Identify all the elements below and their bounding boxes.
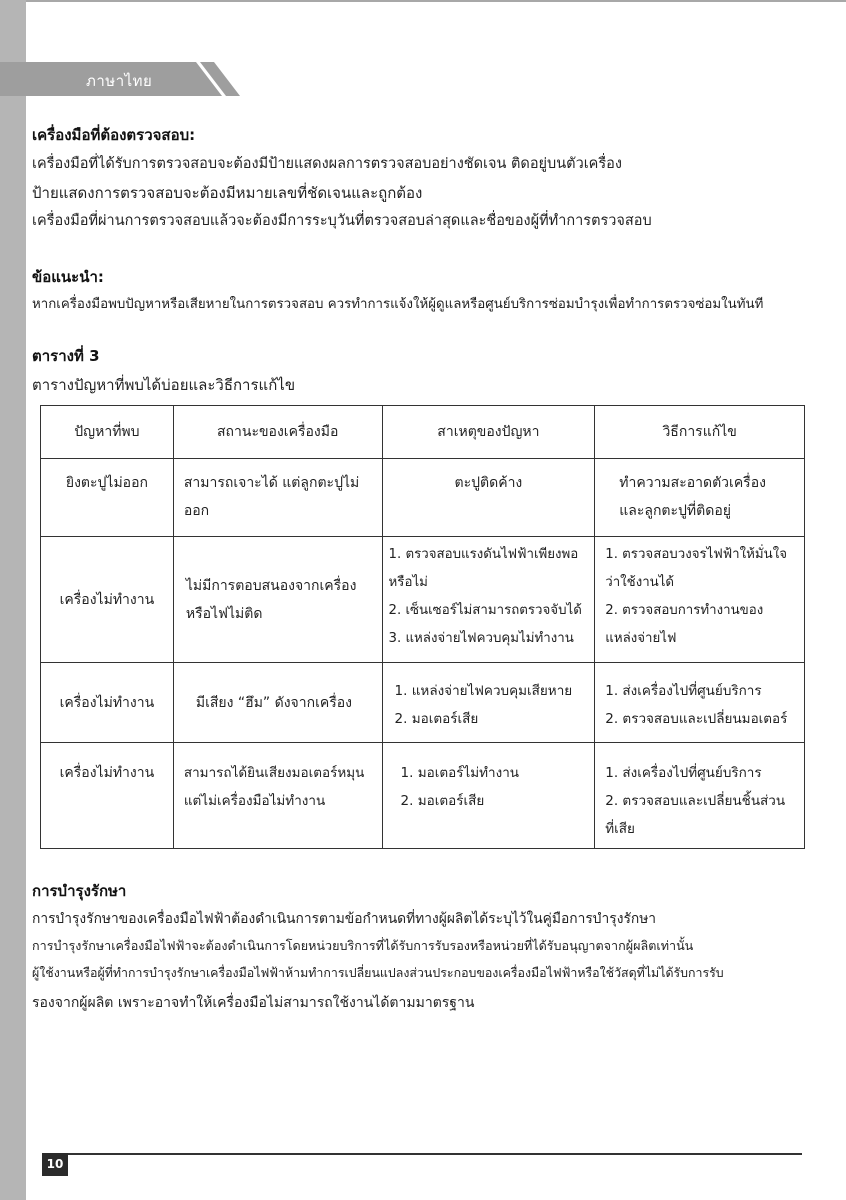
problem-text: เครื่องไม่ทำงาน: [59, 765, 155, 781]
inspection-line: ป้ายแสดงการตรวจสอบจะต้องมีหมายเลขที่ชัดเจนและถูกต้อง: [32, 184, 423, 202]
maintenance-heading: การบำรุงรักษา: [32, 882, 127, 900]
fix-text: 2. ตรวจสอบและเปลี่ยนชิ้นส่วน: [605, 793, 786, 809]
fix-text: 1. ส่งเครื่องไปที่ศูนย์บริการ: [605, 683, 762, 699]
status-cell: [173, 743, 382, 849]
status-text: หรือไฟไม่ติด: [185, 605, 263, 622]
fix-text: ที่เสีย: [605, 821, 635, 837]
language-label: ภาษาไทย: [86, 72, 153, 90]
fix-text: 1. ตรวจสอบวงจรไฟฟ้าให้มั่นใจ: [605, 547, 788, 562]
header-cause: สาเหตุของปัญหา: [382, 406, 595, 459]
status-text: มีเสียง “ฮึม” ดังจากเครื่อง: [195, 694, 353, 711]
footer-rule: [42, 1153, 802, 1155]
fix-text: ทำความสะอาดตัวเครื่อง: [619, 475, 766, 491]
problem-cell: [41, 663, 174, 743]
status-text: ไม่มีการตอบสนองจากเครื่อง: [185, 577, 357, 594]
table-heading: ตารางที่ 3: [32, 347, 100, 365]
cause-cell: [382, 459, 595, 537]
inspection-line: เครื่องมือที่ผ่านการตรวจสอบแล้วจะต้องมีการระบุวันที่ตรวจสอบล่าสุดและชื่อของผู้ที่ทำการตรวจสอบ: [32, 213, 652, 229]
header-problem: ปัญหาที่พบ: [41, 406, 174, 459]
table-row: [41, 459, 805, 537]
header-status: สถานะของเครื่องมือ: [173, 406, 382, 459]
status-text: สามารถเจาะได้ แต่ลูกตะปูไม่ออก: [183, 475, 360, 519]
problems-table: [40, 405, 805, 849]
advice-line: หากเครื่องมือพบปัญหาหรือเสียหายในการตรวจสอบ ควรทำการแจ้งให้ผู้ดูแลหรือศูนย์บริการซ่อมบำรุงเพื่อทำการตรวจซ่อมในทันที: [32, 297, 764, 312]
problem-text: เครื่องไม่ทำงาน: [59, 694, 155, 711]
top-rule: [26, 0, 846, 2]
table-row: [41, 537, 805, 663]
fix-text: แหล่งจ่ายไฟ: [605, 631, 677, 646]
cause-text: ตะปูติดค้าง: [454, 475, 523, 491]
problem-cell: [41, 459, 174, 537]
maintenance-line: ผู้ใช้งานหรือผู้ที่ทำการบำรุงรักษาเครื่องมือไฟฟ้าห้ามทำการเปลี่ยนแปลงส่วนประกอบของเครื่องมือไฟฟ้าหรือใช้วัสดุที่ไม่ได้รับการรับ: [32, 965, 724, 980]
cause-text: 1. ตรวจสอบแรงดันไฟฟ้าเพียงพอ: [388, 547, 579, 562]
table-row: [41, 663, 805, 743]
status-cell: [173, 537, 382, 663]
cause-text: 2. เซ็นเซอร์ไม่สามารถตรวจจับได้: [388, 603, 582, 618]
advice-heading: ข้อแนะนำ:: [32, 268, 104, 286]
header-fix: วิธีการแก้ไข: [595, 406, 805, 459]
problem-text: ยิงตะปูไม่ออก: [65, 475, 148, 491]
fix-text: 2. ตรวจสอบการทำงานของ: [605, 603, 764, 618]
table-row: [41, 743, 805, 849]
cause-text: 2. มอเตอร์เสีย: [400, 793, 485, 809]
cause-text: 2. มอเตอร์เสีย: [394, 711, 479, 727]
page-number: 10: [42, 1153, 68, 1176]
inspection-line: เครื่องมือที่ได้รับการตรวจสอบจะต้องมีป้ายแสดงผลการตรวจสอบอย่างชัดเจน ติดอยู่บนตัวเครื่อง: [32, 156, 622, 172]
cause-text: หรือไม่: [388, 575, 428, 590]
status-cell: [173, 663, 382, 743]
cause-text: 1. มอเตอร์ไม่ทำงาน: [400, 765, 520, 781]
cause-text: 3. แหล่งจ่ายไฟควบคุมไม่ทำงาน: [388, 631, 574, 646]
side-bar: [0, 0, 26, 1200]
maintenance-line: รองจากผู้ผลิต เพราะอาจทำให้เครื่องมือไม่สามารถใช้งานได้ตามมาตรฐาน: [32, 995, 475, 1011]
table-caption: ตารางปัญหาที่พบได้บ่อยและวิธีการแก้ไข: [32, 376, 296, 394]
cause-cell: [382, 663, 595, 743]
fix-text: 2. ตรวจสอบและเปลี่ยนมอเตอร์: [605, 711, 788, 727]
status-cell: [173, 459, 382, 537]
status-text: สามารถได้ยินเสียงมอเตอร์หมุน: [183, 765, 365, 781]
fix-cell: [595, 743, 805, 849]
fix-cell: [595, 459, 805, 537]
problem-cell: [41, 743, 174, 849]
table-header-row: [41, 406, 805, 459]
fix-cell: [595, 663, 805, 743]
cause-text: 1. แหล่งจ่ายไฟควบคุมเสียหาย: [394, 683, 573, 699]
cause-cell: [382, 537, 595, 663]
cause-cell: [382, 743, 595, 849]
problem-text: เครื่องไม่ทำงาน: [59, 591, 155, 608]
fix-text: ว่าใช้งานได้: [605, 575, 675, 590]
maintenance-line: การบำรุงรักษาของเครื่องมือไฟฟ้าต้องดำเนินการตามข้อกำหนดที่ทางผู้ผลิตได้ระบุไว้ในคู่มือการบำรุงรักษา: [32, 911, 657, 927]
problem-cell: [41, 537, 174, 663]
fix-text: 1. ส่งเครื่องไปที่ศูนย์บริการ: [605, 765, 762, 781]
status-text: แต่ไม่เครื่องมือไม่ทำงาน: [183, 793, 326, 809]
inspection-heading: เครื่องมือที่ต้องตรวจสอบ:: [32, 126, 196, 144]
fix-cell: [595, 537, 805, 663]
maintenance-line: การบำรุงรักษาเครื่องมือไฟฟ้าจะต้องดำเนินการโดยหน่วยบริการที่ได้รับการรับรองหรือหน่วยที่ได้รับอนุญาตจากผู้ผลิตเท่านั้น: [32, 938, 694, 953]
fix-text: และลูกตะปูที่ติดอยู่: [619, 503, 731, 519]
